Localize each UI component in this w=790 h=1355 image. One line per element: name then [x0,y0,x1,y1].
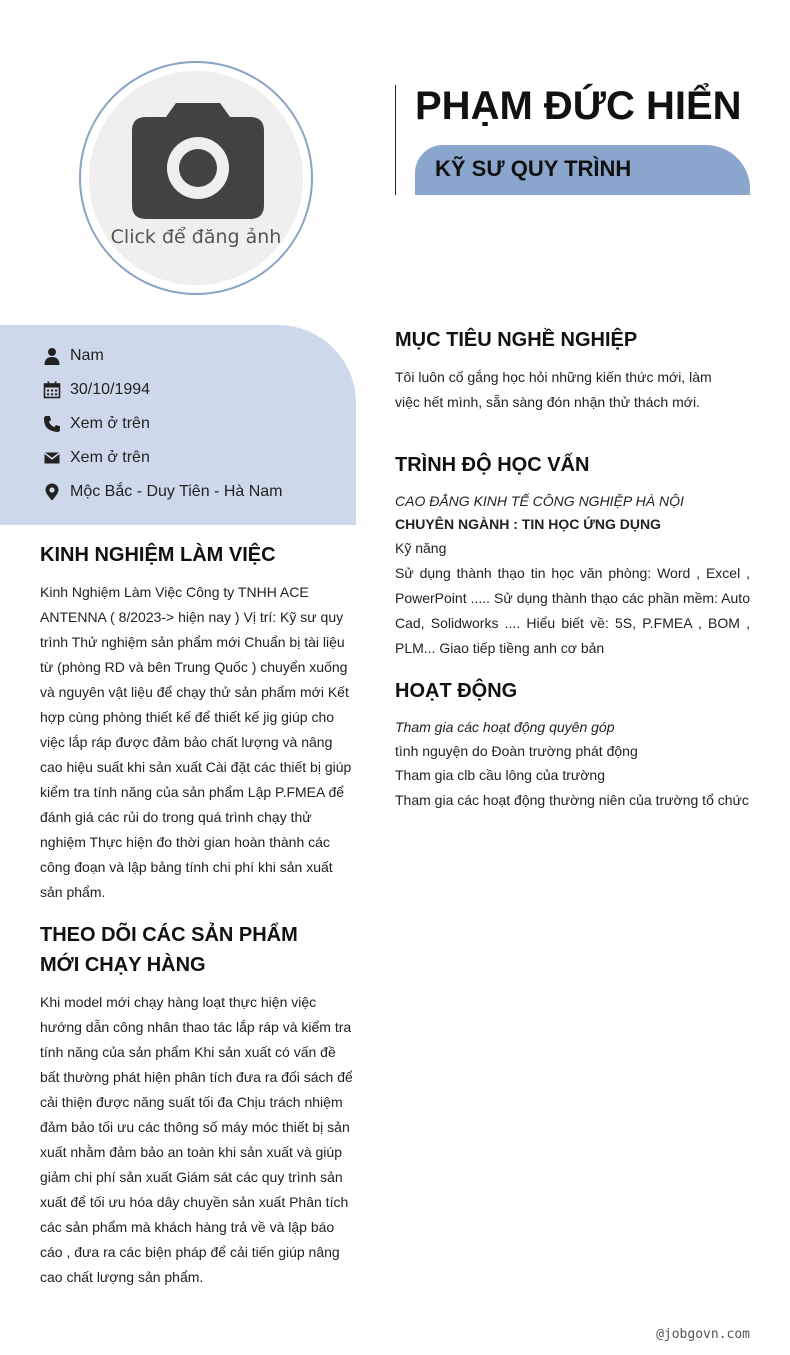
activity-item: tình nguyện do Đoàn trường phát động [395,743,638,759]
calendar-icon [43,381,61,399]
phone-value: Xem ở trên [70,415,150,432]
birthdate-value: 30/10/1994 [70,381,151,398]
location-pin-icon [43,483,61,501]
education-block [395,489,750,661]
activities-heading: HOẠT ĐỘNG [395,680,518,702]
address-row [43,480,283,504]
activity-item: Tham gia clb cầu lông của trường [395,767,605,783]
camera-icon [132,103,264,219]
phone-icon [43,415,61,433]
contact-info-panel [0,325,356,525]
watermark: @jobgovn.com [656,1327,750,1342]
skills-text: Sử dụng thành thạo tin học văn phòng: Word , Excel , PowerPoint ..... Sử dụng thành thạo các phần mềm: Auto Cad, Solidworks .... Hiểu biết về: 5S, P.FMEA , BOM , PLM... Giao tiếp tiềng anh cơ bản [395,565,750,656]
education-major: CHUYÊN NGÀNH : TIN HỌC ỨNG DỤNG [395,516,661,532]
experience-heading: KINH NGHIỆM LÀM VIỆC [40,544,276,566]
address-value: Mộc Bắc - Duy Tiên - Hà Nam [70,483,283,500]
activity-item: Tham gia các hoạt động thường niên của trường tổ chức [395,792,749,808]
person-icon [43,347,61,365]
job-title-badge: KỸ SƯ QUY TRÌNH [415,145,750,195]
title-divider [395,85,396,195]
experience-text: Kinh Nghiệm Làm Việc Công ty TNHH ACE ANTENNA ( 8/2023-> hiện nay ) Vị trí: Kỹ sư quy trình Thử nghiệm sản phẩm mới Chuẩn bị tài liệu từ (phòng RD và bên Trung Quốc ) chuyển xuống và nguyên vật liệu để chạy thử sản phẩm mới Kết hợp cùng phòng thiết kế để thiết kế jig giúp cho việc lắp ráp được đảm bảo chất lượng và nâng cao hiệu suất khi sản xuất Cài đặt các thiết bị giúp kiểm tra tính năng của sản phẩm Lập P.FMEA để đánh giá các rủi do trong quá trình chạy thử nghiệm Thực hiện đo thời gian hoàn thành các công đoạn và lập bảng tính chi phí khi sản xuất sản phẩm. [40,584,352,900]
mail-icon [43,449,61,467]
skills-label: Kỹ năng [395,540,447,556]
activities-block [395,715,760,813]
photo-upload-label: Click để đăng ảnh [110,226,282,248]
gender-row [43,344,104,368]
new-products-text: Khi model mới chạy hàng loạt thực hiện việc hướng dẫn công nhân thao tác lắp ráp và kiểm tra tính năng của sản phẩm Khi sản xuất có vấn đề bất thường phát hiện phân tích đưa ra đối sách để cải thiện được năng suất tối đa Chịu trách nhiệm đảm bảo tối ưu các thông số máy móc thiết bị sản xuất nhằm đảm bảo an toàn khi sản xuất và giúp giảm chi phí sản xuất Giám sát các quy trình sản xuất để tối ưu hóa dây chuyền sản xuất Phân tích các sản phẩm mà khách hàng trả về và lập báo cáo , đưa ra các biện pháp để cải tiến giúp nâng cao chất lượng sản phẩm. [40,994,353,1285]
phone-row [43,412,150,436]
education-school: CAO ĐẲNG KINH TẾ CÔNG NGHIỆP HÀ NỘI [395,493,684,509]
objective-text: Tôi luôn cố gắng học hỏi những kiến thức mới, làm việc hết mình, sẵn sàng đón nhận thử thách mới. [395,369,712,410]
education-heading: TRÌNH ĐỘ HỌC VẤN [395,454,590,476]
gender-value: Nam [70,347,104,364]
candidate-name: PHẠM ĐỨC HIỂN [415,84,742,128]
objective-heading: MỤC TIÊU NGHỀ NGHIỆP [395,329,638,351]
photo-upload-area[interactable] [89,71,303,285]
birthdate-row [43,378,150,402]
email-row [43,446,150,470]
profile-photo-placeholder[interactable] [79,61,313,295]
new-products-heading: THEO DÕI CÁC SẢN PHẨM MỚI CHẠY HÀNG [40,924,298,976]
activities-subheading: Tham gia các hoạt động quyên góp [395,719,615,735]
email-value: Xem ở trên [70,449,150,466]
